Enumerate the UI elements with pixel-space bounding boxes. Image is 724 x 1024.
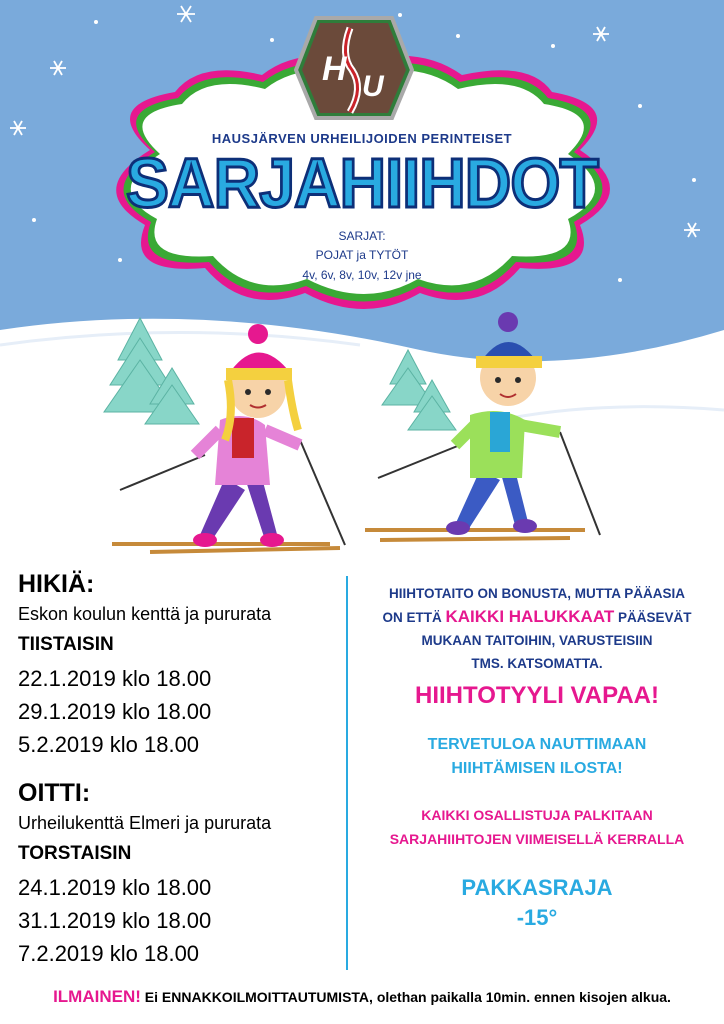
series-ages: 4v, 6v, 8v, 10v, 12v jne [302, 268, 422, 282]
welcome-line: HIIHTÄMISEN ILOSTA! [451, 760, 623, 777]
event-date: 24.1.2019 klo 18.00 [18, 875, 212, 900]
weekday-label: TIISTAISIN [18, 634, 114, 655]
location-block-hikia [18, 570, 338, 761]
event-date: 7.2.2019 klo 18.00 [18, 941, 200, 966]
location-block-oitti [18, 779, 338, 970]
free-label: ILMAINEN! [53, 987, 141, 1006]
svg-text:U: U [362, 70, 384, 103]
info-line: MUKAAN TAITOIHIN, VARUSTEISIIN [421, 633, 653, 648]
frost-label: PAKKASRAJA [461, 875, 613, 900]
info-text: ON ETTÄ [382, 610, 442, 625]
reward-line: SARJAHIIHTOJEN VIIMEISELLÄ KERRALLA [389, 831, 685, 847]
footer-text: Ei ENNAKKOILMOITTAUTUMISTA, olethan paikalla 10min. ennen kisojen alkua. [144, 989, 671, 1005]
event-subtitle: HAUSJÄRVEN URHEILIJOIDEN PERINTEISET [211, 131, 513, 146]
welcome-message [362, 733, 712, 781]
ski-style-notice: HIIHTOTYYLI VAPAA! [414, 682, 659, 709]
frost-value: -15° [516, 905, 558, 930]
weekday-label: TORSTAISIN [18, 843, 132, 864]
event-title: SARJAHIIHDOT [125, 144, 598, 222]
schedule-column [18, 570, 338, 970]
series-groups: POJAT ja TYTÖT [315, 248, 409, 262]
hu-logo [296, 18, 412, 118]
reward-line: KAIKKI OSALLISTUJA PALKITAAN [421, 807, 653, 823]
info-highlight: KAIKKI HALUKKAAT [445, 607, 615, 626]
column-divider [346, 576, 348, 970]
info-line: TMS. KATSOMATTA. [471, 656, 603, 671]
event-date: 29.1.2019 klo 18.00 [18, 699, 212, 724]
event-date: 5.2.2019 klo 18.00 [18, 732, 200, 757]
event-date: 22.1.2019 klo 18.00 [18, 666, 212, 691]
info-line: HIIHTOTAITO ON BONUSTA, MUTTA PÄÄASIA [389, 586, 685, 601]
info-line [362, 605, 712, 629]
reward-message [362, 803, 712, 851]
svg-text:H: H [322, 50, 347, 88]
footer-note [0, 987, 724, 1007]
location-description: Eskon koulun kenttä ja pururata [18, 604, 272, 624]
location-name: OITTI: [18, 779, 91, 807]
frost-limit [362, 873, 712, 933]
event-date: 31.1.2019 klo 18.00 [18, 908, 212, 933]
location-description: Urheilukenttä Elmeri ja pururata [18, 813, 272, 833]
welcome-line: TERVETULOA NAUTTIMAAN [427, 736, 647, 753]
location-name: HIKIÄ: [18, 570, 95, 598]
series-label: SARJAT: [338, 229, 386, 243]
info-column [362, 582, 712, 933]
info-text: PÄÄSEVÄT [618, 610, 692, 625]
